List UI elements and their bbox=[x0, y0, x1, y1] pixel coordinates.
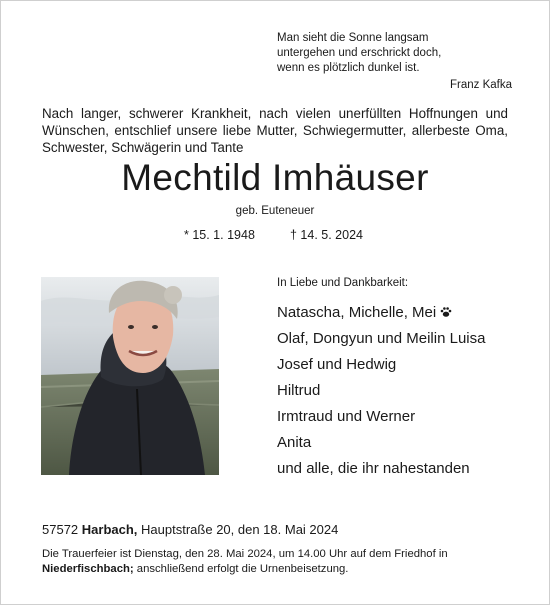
paw-print-icon bbox=[440, 303, 452, 325]
postcode: 57572 bbox=[42, 522, 79, 537]
list-item bbox=[277, 328, 485, 354]
quote-line: wenn es plötzlich dunkel ist. bbox=[277, 62, 420, 74]
ceremony-place: Niederfischbach; bbox=[42, 563, 134, 575]
town: Harbach, bbox=[81, 522, 138, 537]
ceremony-info bbox=[42, 547, 512, 577]
street-and-date: Hauptstraße 20, den 18. Mai 2024 bbox=[141, 522, 339, 537]
list-item bbox=[277, 406, 485, 432]
list-item bbox=[277, 354, 485, 380]
portrait-photo bbox=[41, 277, 219, 475]
ceremony-text: Die Trauerfeier ist Dienstag, den 28. Mai 2024, um 14.00 Uhr auf dem Friedhof in bbox=[42, 548, 448, 560]
list-item bbox=[277, 302, 485, 328]
mourner-name: Josef und Hedwig bbox=[277, 356, 397, 373]
quote-line: untergehen und erschrickt doch, bbox=[277, 47, 442, 59]
mourner-name: und alle, die ihr nahestanden bbox=[277, 460, 470, 477]
death-date: † 14. 5. 2024 bbox=[290, 228, 363, 242]
mourner-name: Natascha, Michelle, Mei bbox=[277, 304, 437, 321]
mourner-name: Anita bbox=[277, 434, 312, 451]
mourner-name: Irmtraud und Werner bbox=[277, 408, 416, 425]
birth-date: * 15. 1. 1948 bbox=[184, 228, 255, 242]
deceased-name: Mechtild Imhäuser bbox=[121, 157, 429, 198]
thanks-line: In Liebe und Dankbarkeit: bbox=[277, 277, 409, 289]
kafka-quote bbox=[277, 31, 512, 93]
ceremony-text-end: anschließend erfolgt die Urnenbeisetzung. bbox=[136, 563, 349, 575]
address-line bbox=[42, 522, 338, 537]
mourner-name: Hiltrud bbox=[277, 382, 321, 399]
mourner-name: Olaf, Dongyun und Meilin Luisa bbox=[277, 330, 486, 347]
quote-author: Franz Kafka bbox=[450, 79, 512, 91]
maiden-name: geb. Euteneuer bbox=[235, 205, 315, 217]
intro-text: Nach langer, schwerer Krankheit, nach vielen unerfüllten Hoffnungen und Wünschen, entschlief unsere liebe Mutter, Schwiegermutter, allerbeste Oma, Schwester, Schwägerin und Tante bbox=[42, 106, 508, 155]
mourners-list bbox=[277, 302, 485, 484]
list-item bbox=[277, 380, 485, 406]
list-item bbox=[277, 458, 485, 484]
list-item bbox=[277, 432, 485, 458]
quote-line: Man sieht die Sonne langsam bbox=[277, 32, 429, 44]
